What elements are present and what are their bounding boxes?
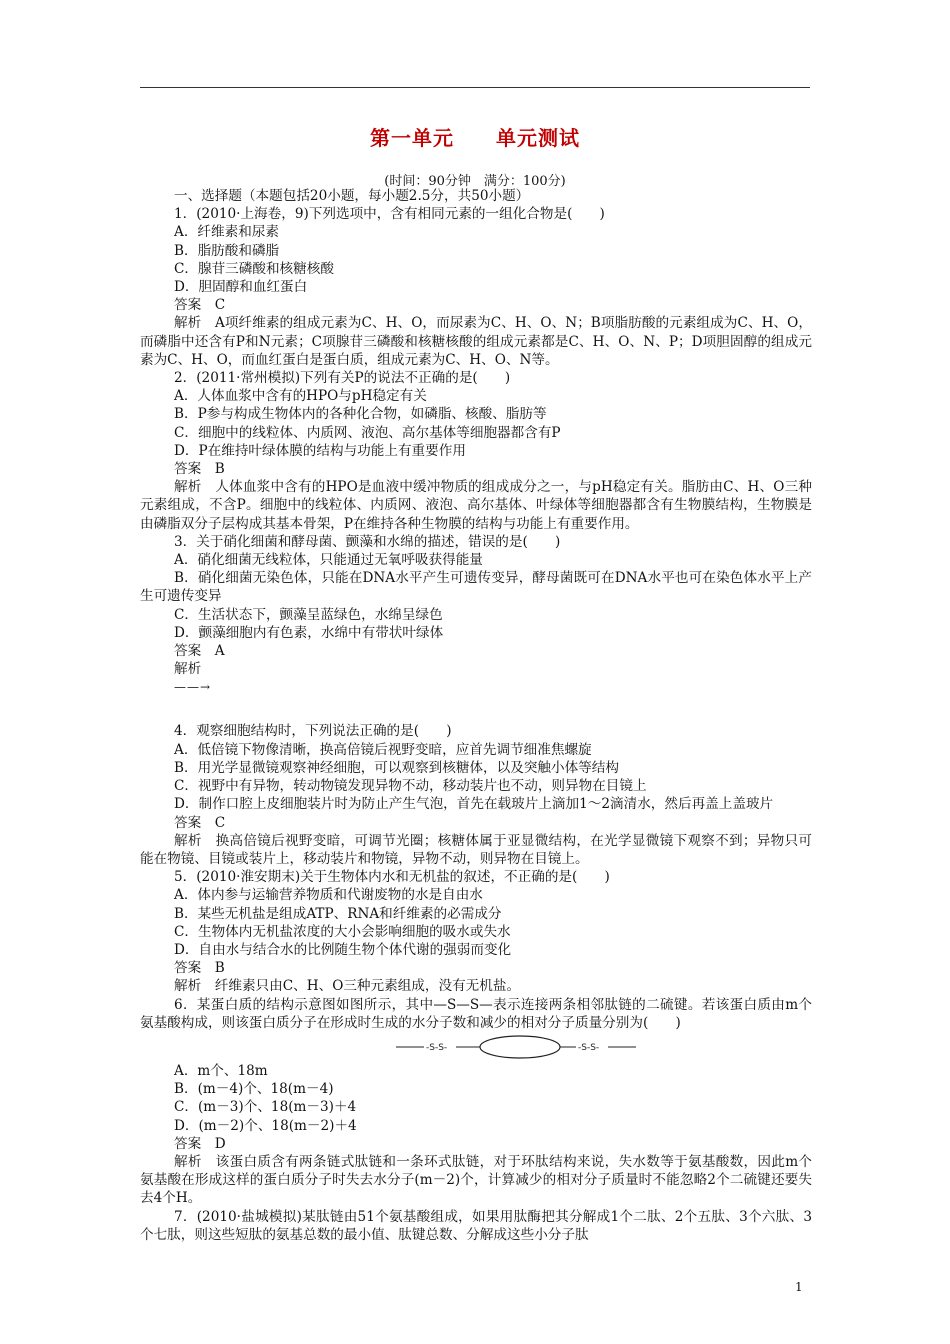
question-4-option-c: C．视野中有异物，转动物镜发现异物不动，移动装片也不动，则异物在目镜上 bbox=[174, 778, 647, 795]
question-5-option-d: D．自由水与结合水的比例随生物个体代谢的强弱而变化 bbox=[174, 941, 512, 958]
question-1-stem: 1．(2010·上海卷，9)下列选项中，含有相同元素的一组化合物是( ) bbox=[174, 206, 605, 223]
disulfide-bond-right: -S-S- bbox=[578, 1042, 600, 1053]
question-6-stem: 6．某蛋白质的结构示意图如图所示，其中—S—S—表示连接两条相邻肽链的二硫键。若该蛋白质由m个氨基酸构成，则该蛋白质分子在形成时生成的水分子数和减少的相对分子质量分别为( ) bbox=[140, 996, 812, 1031]
question-1-option-d: D．胆固醇和血红蛋白 bbox=[174, 279, 308, 296]
header-rule bbox=[140, 87, 810, 88]
page-title: 第一单元 单元测试 bbox=[370, 126, 580, 150]
question-3-stem: 3．关于硝化细菌和酵母菌、颤藻和水绵的描述，错误的是( ) bbox=[174, 533, 561, 550]
protein-diagram bbox=[396, 1034, 736, 1060]
cyclic-peptide-ring bbox=[480, 1036, 560, 1058]
question-5-answer: 答案 B bbox=[174, 960, 225, 977]
question-6-option-b: B．(m－4)个、18(m－4) bbox=[174, 1081, 334, 1098]
question-1-option-b: B．脂肪酸和磷脂 bbox=[174, 242, 280, 259]
question-5-option-b: B．某些无机盐是组成ATP、RNA和纤维素的必需成分 bbox=[174, 905, 502, 922]
question-5-analysis: 解析 纤维素只由C、H、O三种元素组成，没有无机盐。 bbox=[174, 978, 521, 995]
question-7-stem: 7．(2010·盐城模拟)某肽链由51个氨基酸组成，如果用肽酶把其分解成1个二肽、2个五肽、3个六肽、3个七肽，则这些短肽的氨基总数的最小值、肽键总数、分解成这些小分子肽 bbox=[140, 1208, 812, 1243]
reaction-arrow: ——→ bbox=[174, 680, 212, 695]
question-5-option-c: C．生物体内无机盐浓度的大小会影响细胞的吸水或失水 bbox=[174, 923, 511, 940]
question-4-option-b: B．用光学显微镜观察神经细胞，可以观察到核糖体，以及突触小体等结构 bbox=[174, 759, 619, 776]
question-5-option-a: A．体内参与运输营养物质和代谢废物的水是自由水 bbox=[174, 887, 483, 904]
question-2-option-a: A．人体血浆中含有的HPO与pH稳定有关 bbox=[174, 388, 427, 405]
disulfide-bond-left: -S-S- bbox=[426, 1042, 448, 1053]
question-4-answer: 答案 C bbox=[174, 814, 226, 831]
question-3-option-c: C．生活状态下，颤藻呈蓝绿色，水绵呈绿色 bbox=[174, 606, 443, 623]
question-3-option-d: D．颤藻细胞内有色素，水绵中有带状叶绿体 bbox=[174, 624, 444, 641]
protein-structure-figure bbox=[140, 1032, 812, 1062]
section-heading: 一、选择题（本题包括20小题，每小题2.5分，共50小题） bbox=[174, 188, 530, 204]
document-body bbox=[140, 187, 812, 1244]
question-4-analysis: 解析 换高倍镜后视野变暗，可调节光圈；核糖体属于亚显微结构，在光学显微镜下观察不到；异物只可能在物镜、目镜或装片上，移动装片和物镜，异物不动，则异物在目镜上。 bbox=[140, 832, 812, 867]
question-4-option-a: A．低倍镜下物像清晰，换高倍镜后视野变暗，应首先调节细准焦螺旋 bbox=[174, 741, 592, 758]
question-6-option-c: C．(m－3)个、18(m－3)＋4 bbox=[174, 1099, 357, 1116]
page-number: 1 bbox=[795, 1280, 803, 1294]
question-3-option-b: B．硝化细菌无染色体，只能在DNA水平产生可遗传变异，酵母菌既可在DNA水平也可在染色体水平上产生可遗传变异 bbox=[140, 570, 812, 605]
question-5-stem: 5．(2010·淮安期末)关于生物体内水和无机盐的叙述，不正确的是( ) bbox=[174, 869, 610, 886]
question-6-analysis: 解析 该蛋白质含有两条链式肽链和一条环式肽链，对于环肽结构来说，失水数等于氨基酸数，因此m个氨基酸在形成这样的蛋白质分子时失去水分子(m－2)个，计算减少的相对分子质量时不能忽略2个二硫键还要失去4个H。 bbox=[140, 1153, 812, 1207]
question-2-stem: 2．(2011·常州模拟)下列有关P的说法不正确的是( ) bbox=[174, 370, 511, 387]
question-2-analysis: 解析 人体血浆中含有的HPO是血液中缓冲物质的组成成分之一，与pH稳定有关。脂肪由C、H、O三种元素组成，不含P。细胞中的线粒体、内质网、液泡、高尔基体、叶绿体等细胞器都含有生物膜结构，生物膜是由磷脂双分子层构成其基本骨架，P在维持各种生物膜的结构与功能上有重要作用。 bbox=[140, 479, 812, 532]
question-3-answer: 答案 A bbox=[174, 643, 225, 660]
question-1-analysis: 解析 A项纤维素的组成元素为C、H、O，而尿素为C、H、O、N；B项脂肪酸的元素组成为C、H、O，而磷脂中还含有P和N元素；C项腺苷三磷酸和核糖核酸的组成元素都是C、H、O、N、P；D项胆固醇的组成元素为C、H、O，而血红蛋白是蛋白质，组成元素为C、H、O、N等。 bbox=[140, 315, 812, 368]
question-1-answer: 答案 C bbox=[174, 297, 226, 314]
question-4-option-d: D．制作口腔上皮细胞装片时为防止产生气泡，首先在载玻片上滴加1～2滴清水，然后再盖上盖玻片 bbox=[174, 796, 774, 813]
question-2-option-c: C．细胞中的线粒体、内质网、液泡、高尔基体等细胞器都含有P bbox=[174, 424, 561, 441]
question-1-option-a: A．纤维素和尿素 bbox=[174, 224, 279, 241]
question-2-answer: 答案 B bbox=[174, 461, 225, 478]
question-1-option-c: C．腺苷三磷酸和核糖核酸 bbox=[174, 260, 334, 277]
question-3-analysis: 解析 bbox=[174, 661, 202, 678]
question-6-answer: 答案 D bbox=[174, 1135, 226, 1152]
question-6-option-d: D．(m－2)个、18(m－2)＋4 bbox=[174, 1117, 357, 1134]
question-2-option-d: D．P在维持叶绿体膜的结构与功能上有重要作用 bbox=[174, 442, 466, 459]
exam-meta: (时间：90分钟 满分：100分) bbox=[384, 174, 566, 189]
question-3-option-a: A．硝化细菌无线粒体，只能通过无氧呼吸获得能量 bbox=[174, 552, 483, 569]
question-2-option-b: B．P参与构成生物体内的各种化合物，如磷脂、核酸、脂肪等 bbox=[174, 406, 547, 423]
question-4-stem: 4．观察细胞结构时，下列说法正确的是( ) bbox=[174, 723, 452, 740]
question-6-option-a: A．m个、18m bbox=[174, 1062, 268, 1079]
